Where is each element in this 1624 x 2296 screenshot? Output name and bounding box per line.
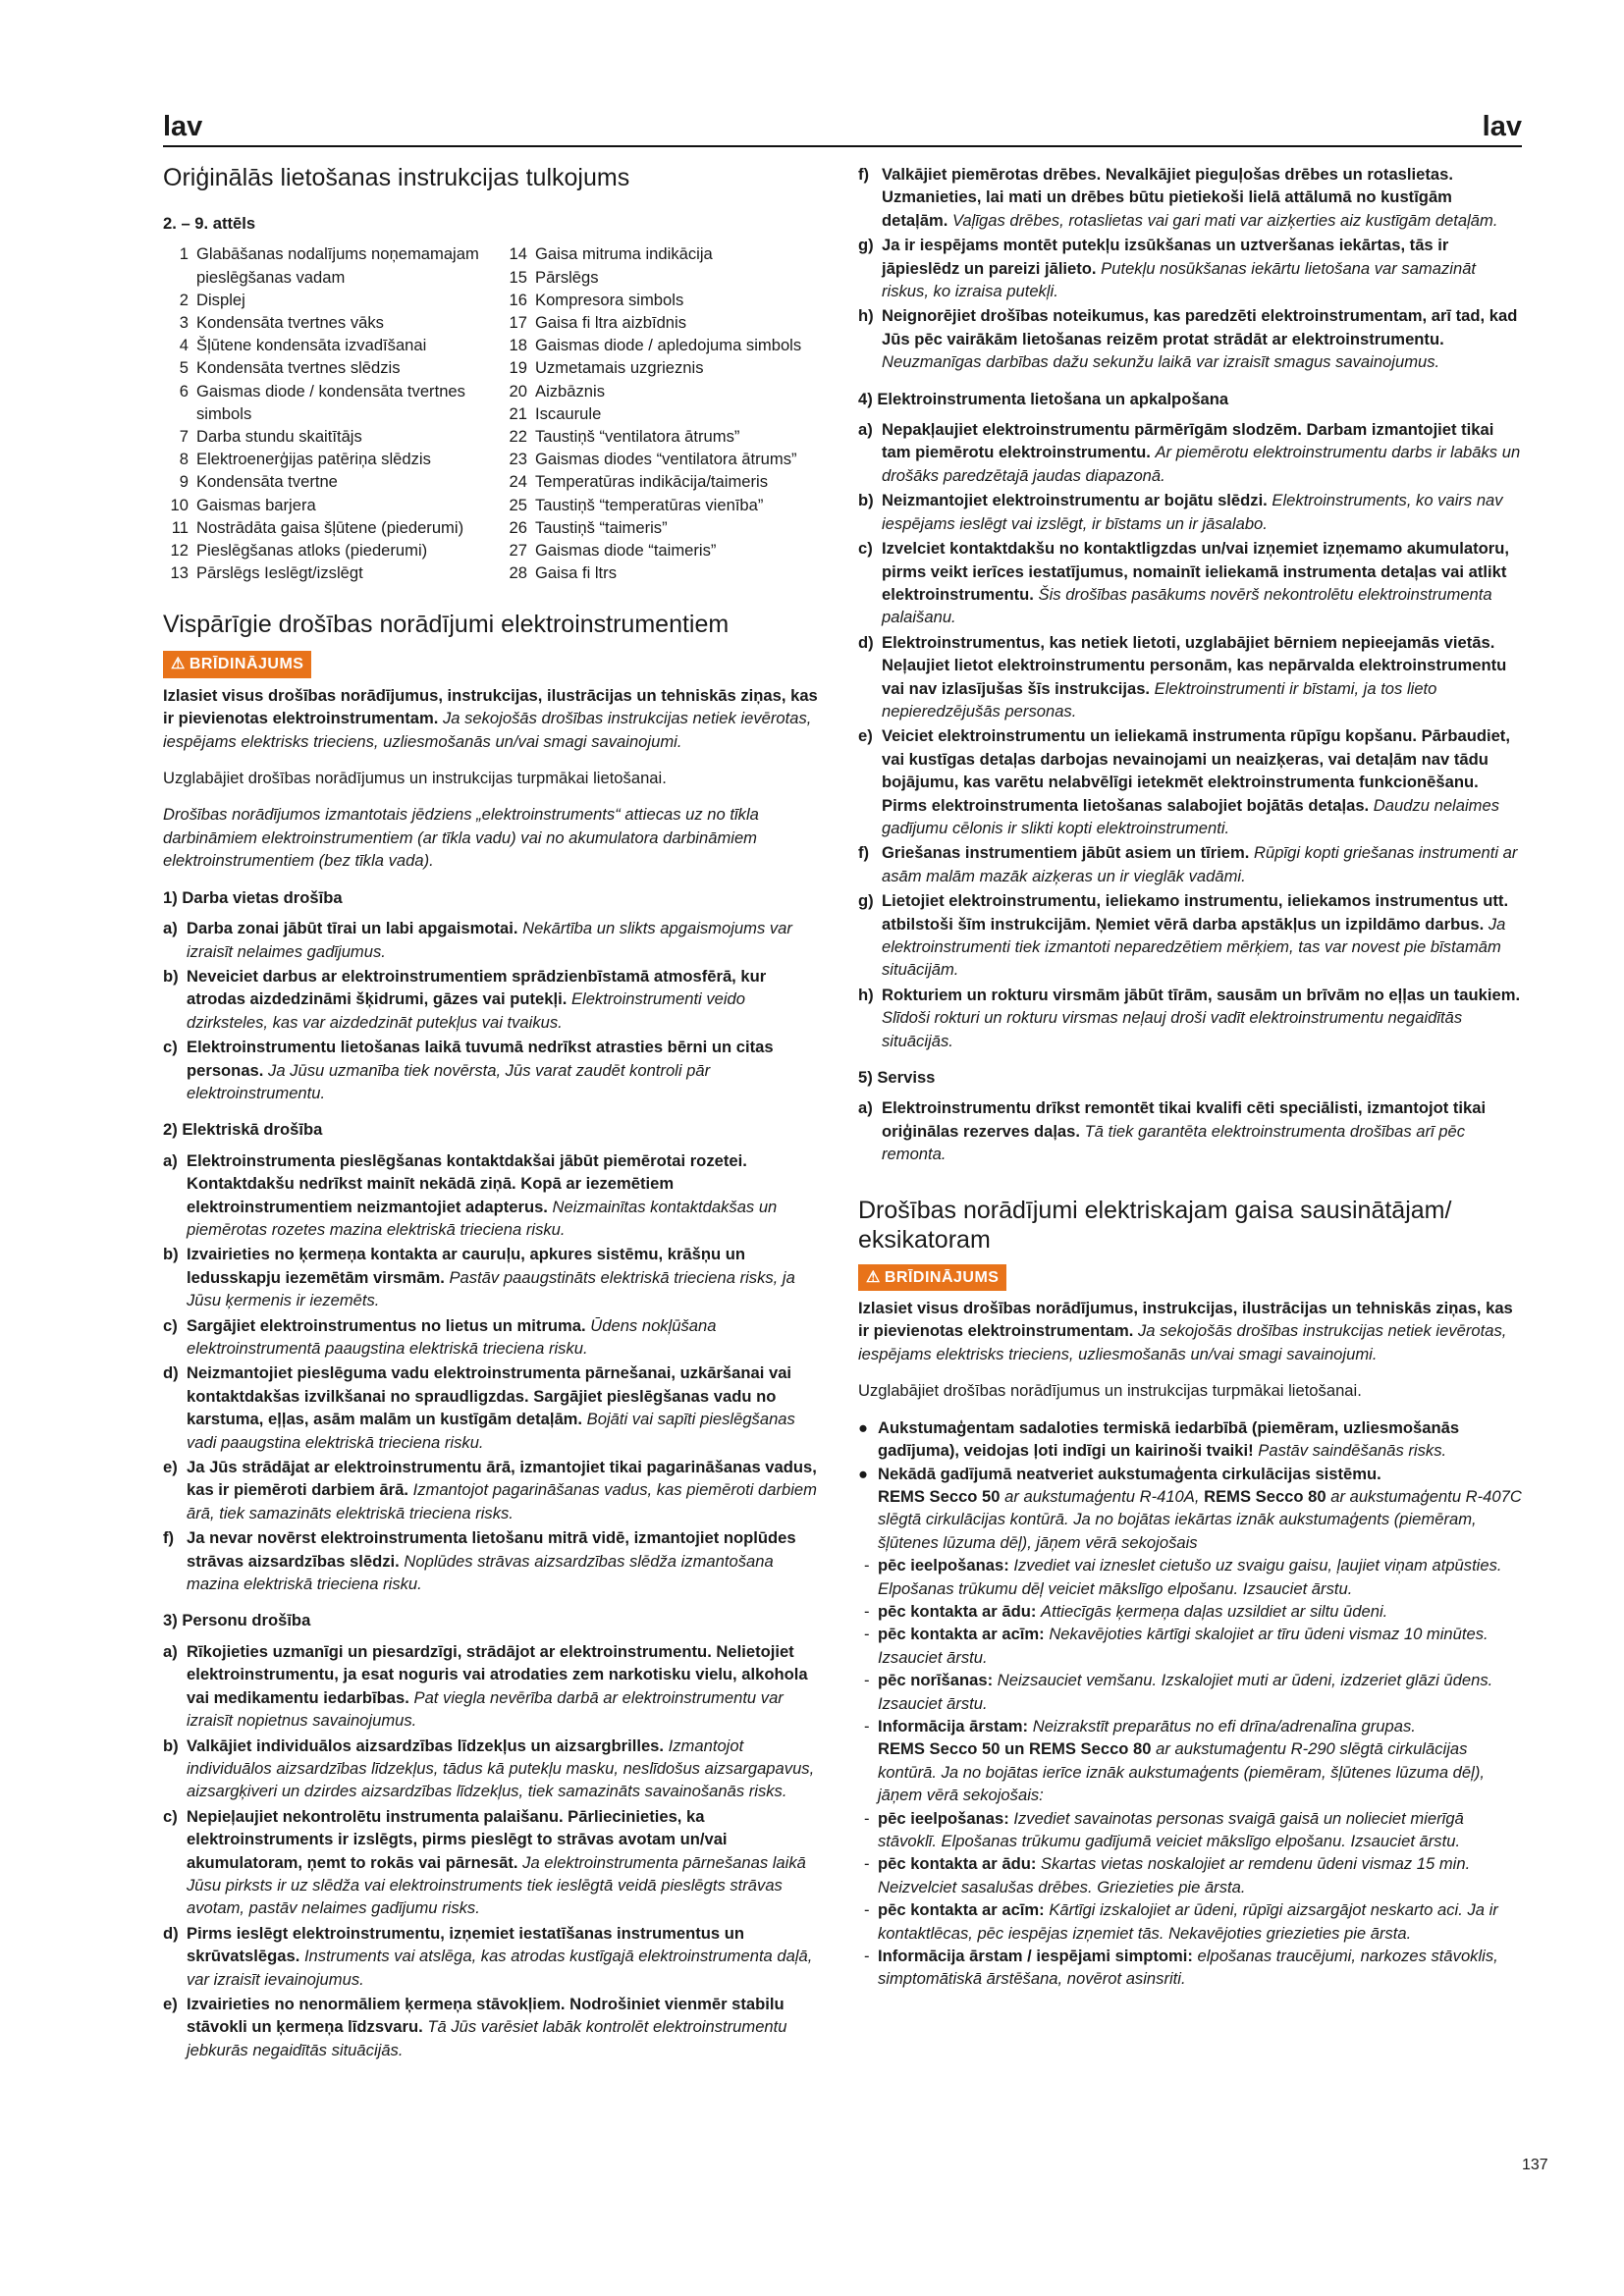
figure-label: 2. – 9. attēls [163, 214, 256, 233]
section-2-items [163, 1149, 821, 1596]
safety-item: b) Neizmantojiet elektroinstrumentu ar bojātu slēdzi. Elektroinstruments, ko vairs nav iespējams ieslēgt vai izslēgt, ir bīstams un ir jāsalabo. [858, 491, 1503, 533]
bullet-refrigerant-decomposition: ● Aukstumaģentam sadaloties termiskā iedarbībā (piemēram, uzliesmošanās gadījuma), veidojas ļoti indīgi un kairinoši tvaiki! Pastāv saindēšanās risks. [858, 1416, 1522, 1463]
safety-item: d) Neizmantojiet pieslēguma vadu elektroinstrumenta pārnešanai, uzkāršanai vai kontaktdakšas izvilkšanai no spraudligzdas. Sargājiet pieslēgšanas vadu no karstuma, eļļas, asām malām un kustīgām detaļām. Bojāti vai sapīti pieslēgšanas vadi paaugstina elektriskā trieciena risku. [163, 1363, 795, 1452]
safety-item: e) Ja Jūs strādājat ar elektroinstrumentu ārā, izmantojiet tikai pagarināšanas vadus, kas ir piemēroti darbiem ārā. Izmantojot pagarināšanas vadus, kas piemēroti darbiem ārā, tiek samazināts elektriskā trieciena risks. [163, 1458, 817, 1522]
safety-item: b) Neveiciet darbus ar elektroinstrumentiem sprādzienbīstamā atmosfērā, kur atrodas aizdedzināmi šķidrumi, gāzes vai putekļi. Elektroinstrumenti veido dzirksteles, kas var aizdedzināt putekļus vai tvaikus. [163, 966, 767, 1032]
legend-item: 6 Gaismas diode / kondensāta tvertnes simbols [179, 381, 465, 423]
first-aid-item: - Informācija ārstam: Neizrakstīt preparātus no efi drīna/adrenalīna grupas. [864, 1716, 1416, 1735]
legend-item: 7 Darba stundu skaitītājs [179, 427, 362, 447]
legend-item: 26 Taustiņš “taimeris” [509, 517, 668, 537]
first-aid-item: - pēc ieelpošanas: Izvediet savainotas personas svaigā gaisā un nolieciet mierīgā stāvoklī. Elpošanas trūkumu gadījumā veiciet mākslīgo elpošanu. Izsauciet ārstu. [864, 1808, 1464, 1850]
bullet-refrigerant-circuit: ● Nekādā gadījumā neatveriet aukstumaģenta cirkulācijas sistēmu. REMS Secco 50 ar aukstumaģentu R-410A, REMS Secco 80 ar aukstumaģentu R-407C slēgtā cirkulācijas kontūrā. Ja no bojātas iekārtas iznāk aukstumaģents (piemēram, šļūtenes lūzuma dēļ), jāņem vērā sekojošais [858, 1463, 1522, 1555]
section-1-title: 1) Darba vietas drošība [163, 887, 343, 907]
section-5-title: 5) Serviss [858, 1068, 936, 1088]
safety-item: a) Rīkojieties uzmanīgi un piesardzīgi, strādājot ar elektroinstrumentu. Nelietojiet elektroinstrumentu, ja esat noguris vai atrodaties zem narkotisku vielu, alkohola vai medikamentu iedarbības. Pat viegla nevērība darbā ar elektroinstrumentu var izraisīt nopietnus savainojumus. [163, 1641, 808, 1731]
safety-item: f) Ja nevar novērst elektroinstrumenta lietošanu mitrā vidē, izmantojiet noplūdes strāvas aizsardzības slēdzi. Noplūdes strāvas aizsardzības slēdža izmantošana mazina elektriskā trieciena risku. [163, 1528, 796, 1594]
bullet-icon: ● [858, 1417, 869, 1437]
section-1-items [163, 917, 821, 1104]
safety-item: b) Izvairieties no ķermeņa kontakta ar cauruļu, apkures sistēmu, krāšņu un ledusskapju iezemētām virsmām. Pastāv paaugstināts elektriskā trieciena risks, ja Jūsu ķermenis ir iezemēts. [163, 1245, 795, 1310]
section-3-title: 3) Personu drošība [163, 1611, 311, 1630]
page-number: 137 [1522, 2157, 1548, 2173]
safety-section-title: Vispārīgie drošības norādījumi elektroinstrumentiem [163, 611, 730, 639]
first-aid-item: - pēc kontakta ar ādu: Attiecīgās ķermeņa daļas uzsildiet ar siltu ūdeni. [864, 1601, 1388, 1621]
warning-badge: ⚠ BRĪDINĀJUMS [163, 651, 311, 677]
safety-item: a) Nepakļaujiet elektroinstrumentu pārmērīgām slodzēm. Darbam izmantojiet tikai tam piemērotu elektroinstrumentu. Ar piemērotu elektroinstrumentu darbs ir labāks un drošāks paredzētajā jaudas diapazonā. [858, 420, 1521, 485]
legend-item: 15 Pārslēgs [509, 267, 599, 287]
legend-item: 9 Kondensāta tvertne [179, 472, 338, 492]
right-column [858, 163, 1522, 1991]
safety-item: d) Elektroinstrumentus, kas netiek lietoti, uzglabājiet bērniem nepieejamās vietās. Neļaujiet lietot elektroinstrumentu personām, kas nepārvalda elektroinstrumentu vai nav izlasījušas šīs instrukcijas. Elektroinstrumenti ir bīstami, ja tos lieto nepieredzējušās personas. [858, 632, 1507, 721]
language-code-right: lav [1482, 111, 1522, 142]
safety-item: a) Elektroinstrumentu drīkst remontēt tikai kvalifi cēti speciālisti, izmantojot tikai oriģinālas rezerves daļas. Tā tiek garantēta elektroinstrumenta drošības arī pēc remonta. [858, 1098, 1487, 1164]
first-aid-item: - pēc ieelpošanas: Izvediet vai izneslet cietušo uz svaigu gaisu, ļaujiet viņam atpūsties. Elpošanas trūkumu dēļ veiciet mākslīgo elpošanu. Izsauciet ārstu. [864, 1556, 1502, 1598]
first-aid-item: - pēc kontakta ar acīm: Kārtīgi izskalojiet ar ūdeni, rūpīgi aizsargājot neskarto aci. Ja ir kontaktlēcas, pēc iespējas izņemiet tās. Nekavējoties griezieties pie ārsta. [864, 1900, 1498, 1943]
dryer-keep-instructions: Uzglabājiet drošības norādījumus un instrukcijas turpmākai lietošanai. [858, 1381, 1362, 1401]
legend-item: 20 Aizbāznis [509, 381, 606, 400]
first-aid-item: - pēc kontakta ar acīm: Nekavējoties kārtīgi skalojiet ar tīru ūdeni vismaz 10 minūtes. Izsauciet ārstu. [864, 1625, 1489, 1667]
left-column [163, 163, 821, 2063]
dryer-section-title: Drošības norādījumi elektriskajam gaisa sausinātājam/ eksikatoram [858, 1196, 1452, 1254]
section-3-items [163, 1640, 821, 2061]
page-title: Oriģinālās lietošanas instrukcijas tulkojums [163, 164, 630, 191]
section-4-title: 4) Elektroinstrumenta lietošana un apkalpošana [858, 389, 1229, 408]
safety-item: e) Izvairieties no nenormāliem ķermeņa stāvokļiem. Nodrošiniet vienmēr stabilu stāvokli un ķermeņa līdzsvaru. Tā Jūs varēsiet labāk kontrolēt elektroinstrumentu jebkurās negaidītās situācijās. [163, 1994, 787, 2059]
safety-item: c) Nepieļaujiet nekontrolētu instrumenta palaišanu. Pārliecinieties, ka elektroinstruments ir izslēgts, pirms pieslēgt to strāvas avotam un/vai akumulatoram, ņemt to rokās vai pārnesāt. Ja elektroinstrumenta pārnešanas laikā Jūsu pirksts ir uz slēdža vai elektroinstruments tiek ieslēgtā veidā pieslēgts strāvas avotam, pastāv nelaimes gadījumu risks. [163, 1806, 806, 1918]
legend-item: 8 Elektroenerģijas patēriņa slēdzis [179, 450, 431, 469]
legend-item: 5 Kondensāta tvertnes slēdzis [179, 358, 401, 378]
safety-item: e) Veiciet elektroinstrumentu un ieliekamā instrumenta rūpīgu kopšanu. Pārbaudiet, vai kustīgas detaļas darbojas nevainojami un neaizķeras, vai detaļām nav tādu bojājumu, kas varētu nelabvēlīgi ietekmēt elektroinstrumenta funkcionēšanu. Pirms elektroinstrumenta lietošanas salabojiet bojātās detaļas. Daudzu nelaimes gadījumu cēlonis ir slikti kopti elektroinstrumenti. [858, 726, 1510, 837]
safety-item: f) Griešanas instrumentiem jābūt asiem un tīriem. Rūpīgi kopti griešanas instrumenti ar asām malām mazāk aizķeras un ir vieglāk vadāmi. [858, 843, 1518, 885]
legend-item: 3 Kondensāta tvertnes vāks [179, 313, 384, 333]
dryer-intro-paragraph: Izlasiet visus drošības norādījumus, instrukcijas, ilustrācijas un tehniskās ziņas, kas ir pievienotas elektroinstrumentam. Ja sekojošās drošības instrukcijas netiek ievērotas, iespējams elektrisks trieciens, uzliesmošanās un/vai smagi savainojumi. [858, 1299, 1513, 1363]
safety-item: h) Neignorējiet drošības noteikumus, kas paredzēti elektroinstrumentam, arī tad, kad Jūs pēc vairākām lietošanas reizēm protat strādāt ar elektroinstrumentu. Neuzmanīgas darbības dažu sekunžu laikā var izraisīt smagus savainojumus. [858, 306, 1518, 372]
first-aid-group-2 [858, 1807, 1522, 1991]
first-aid-item: - pēc kontakta ar ādu: Skartas vietas noskalojiet ar remdenu ūdeni vismaz 15 min. Neizvelciet sasalušas drēbes. Griezieties pie ārsta. [864, 1854, 1471, 1896]
section-5-items [858, 1096, 1522, 1165]
definition-paragraph: Drošības norādījumos izmantotais jēdziens „elektroinstruments“ attiecas uz no tīkla darbināmiem elektroinstrumentiem (ar tīkla vadu) vai no akumulatora darbināmiem elektroinstrumentiem (bez tīkla vada). [163, 805, 759, 871]
bullet-icon: ● [858, 1464, 869, 1483]
legend-item: 18 Gaismas diode / apledojuma simbols [509, 336, 802, 355]
legend-item: 4 Šļūtene kondensāta izvadīšanai [179, 336, 427, 355]
figure-legend [163, 242, 821, 584]
language-code-left: lav [163, 111, 203, 142]
legend-item: 27 Gaismas diode “taimeris” [509, 541, 717, 561]
legend-item: 14 Gaisa mitruma indikācija [509, 244, 713, 264]
legend-item: 2 Displej [179, 290, 245, 309]
first-aid-group-1 [858, 1554, 1522, 1737]
first-aid-item: - Informācija ārstam / iespējami simptomi: elpošanas traucējumi, narkozes stāvoklis, simptomātiskā ārstēšana, novērot asinsriti. [864, 1947, 1498, 1989]
legend-item: 19 Uzmetamais uzgrieznis [509, 358, 704, 378]
first-aid-item: - pēc norīšanas: Neizsauciet vemšanu. Izskalojiet muti ar ūdeni, izdzeriet glāzi ūdens. Izsauciet ārstu. [864, 1671, 1493, 1713]
warning-triangle-icon: ⚠ [171, 656, 186, 673]
page-header [163, 110, 1522, 147]
legend-list-b [502, 242, 821, 584]
safety-item: h) Rokturiem un rokturu virsmām jābūt tīrām, sausām un brīvām no eļļas un taukiem. Slīdoši rokturi un rokturu virsmas neļauj droši vadīt elektroinstrumentu negaidītās situācijās. [858, 985, 1521, 1050]
legend-list-a [163, 242, 482, 584]
safety-item: f) Valkājiet piemērotas drēbes. Nevalkājiet pieguļošas drēbes un rotaslietas. Uzmanieties, lai mati un drēbes būtu pietiekoši lielā attālumā no kustīgām detaļām. Vaļīgas drēbes, rotaslietas vai gari mati var aizķerties aiz kustīgām detaļām. [858, 165, 1498, 230]
section-3-continued [858, 163, 1522, 374]
legend-item: 13 Pārslēgs Ieslēgt/izslēgt [170, 563, 363, 583]
legend-item: 24 Temperatūras indikācija/taimeris [509, 472, 769, 492]
keep-instructions: Uzglabājiet drošības norādījumus un instrukcijas turpmākai lietošanai. [163, 769, 667, 788]
legend-item: 28 Gaisa fi ltrs [509, 563, 617, 583]
intro-paragraph: Izlasiet visus drošības norādījumus, instrukcijas, ilustrācijas un tehniskās ziņas, kas ir pievienotas elektroinstrumentam. Ja sekojošās drošības instrukcijas netiek ievērotas, iespējams elektrisks trieciens, uzliesmošanās un/vai smagi savainojumi. [163, 685, 818, 751]
legend-item: 23 Gaismas diodes “ventilatora ātrums” [509, 450, 797, 469]
warning-triangle-icon: ⚠ [866, 1268, 881, 1286]
safety-item: g) Lietojiet elektroinstrumentu, ieliekamo instrumentu, ieliekamos instrumentus utt. atbilstoši šīm instrukcijām. Ņemiet vērā darba apstākļus un izpildāmo darbus. Ja elektroinstrumenti tiek izmantoti neparedzētiem mērķiem, tas var novest pie bīstamām situācijām. [858, 891, 1509, 980]
legend-item: 21 Iscaurule [509, 403, 602, 423]
secco-r290-paragraph: REMS Secco 50 un REMS Secco 80 ar aukstumaģentu R-290 slēgtā cirkulācijas kontūrā. Ja no bojātas ierīce iznāk aukstumaģents (piemēram, šļūtenes lūzuma dēļ), jāņem vērā sekojošais: [878, 1739, 1485, 1805]
safety-item: d) Pirms ieslēgt elektroinstrumentu, izņemiet iestatīšanas instrumentus un skrūvatslēgas. Instruments vai atslēga, kas atrodas kustīgajā elektroinstrumenta daļā, var izraisīt ievainojumus. [163, 1923, 813, 1989]
legend-item: 10 Gaismas barjera [170, 495, 316, 514]
safety-item: c) Izvelciet kontaktdakšu no kontaktligzdas un/vai izņemiet izņemamo akumulatoru, pirms veikt ierīces iestatījumus, nomainīt ieliekamā instrumenta detaļas vai atlikt elektroinstrumentu. Šis drošības pasākums novērš nekontrolētu elektroinstrumenta palaišanu. [858, 539, 1510, 627]
safety-item: a) Darba zonai jābūt tīrai un labi apgaismotai. Nekārtība un slikts apgaismojums var izraisīt nelaimes gadījumus. [163, 919, 792, 961]
legend-item: 12 Pieslēgšanas atloks (piederumi) [170, 541, 428, 561]
safety-item: b) Valkājiet individuālos aizsardzības līdzekļus un aizsargbrilles. Izmantojot individuālos aizsardzības līdzekļus, tādus kā putekļu masku, neslīdošus aizsargapavus, aizsargķiveri un dzirdes aizsardzības līdzekļus, tiek samazināts savainošanās risks. [163, 1735, 815, 1801]
legend-item: 17 Gaisa fi ltra aizbīdnis [509, 313, 687, 333]
safety-item: a) Elektroinstrumenta pieslēgšanas kontaktdakšai jābūt piemērotai rozetei. Kontaktdakšu nedrīkst mainīt nekādā ziņā. Kopā ar iezemētiem elektroinstrumentiem neizmantojiet adapterus. Neizmainītas kontaktdakšas un piemērotas rozetes mazina elektriskā trieciena risku. [163, 1150, 778, 1239]
legend-item: 25 Taustiņš “temperatūras vienība” [509, 495, 764, 514]
section-2-title: 2) Elektriskā drošība [163, 1120, 323, 1140]
section-4-items [858, 418, 1522, 1052]
legend-item: 16 Kompresora simbols [509, 290, 684, 309]
safety-item: c) Sargājiet elektroinstrumentus no lietus un mitruma. Ūdens nokļūšana elektroinstrumentā paaugstina elektriskā trieciena risku. [163, 1315, 717, 1359]
legend-item: 11 Nostrādāta gaisa šļūtene (piederumi) [171, 517, 464, 537]
legend-item: 1 Glabāšanas nodalījums noņemamajam pieslēgšanas vadam [179, 244, 479, 287]
legend-item: 22 Taustiņš “ventilatora ātrums” [509, 427, 740, 447]
safety-item: c) Elektroinstrumentu lietošanas laikā tuvumā nedrīkst atrasties bērni un citas personas. Ja Jūsu uzmanība tiek novērsta, Jūs varat zaudēt kontroli pār elektroinstrumentu. [163, 1038, 774, 1102]
safety-item: g) Ja ir iespējams montēt putekļu izsūkšanas un uztveršanas iekārtas, tās ir jāpieslēdz un pareizi jālieto. Putekļu nosūkšanas iekārtu lietošana var samazināt riskus, ko izraisa putekļi. [858, 236, 1477, 301]
warning-badge-dryer: ⚠ BRĪDINĀJUMS [858, 1264, 1006, 1291]
